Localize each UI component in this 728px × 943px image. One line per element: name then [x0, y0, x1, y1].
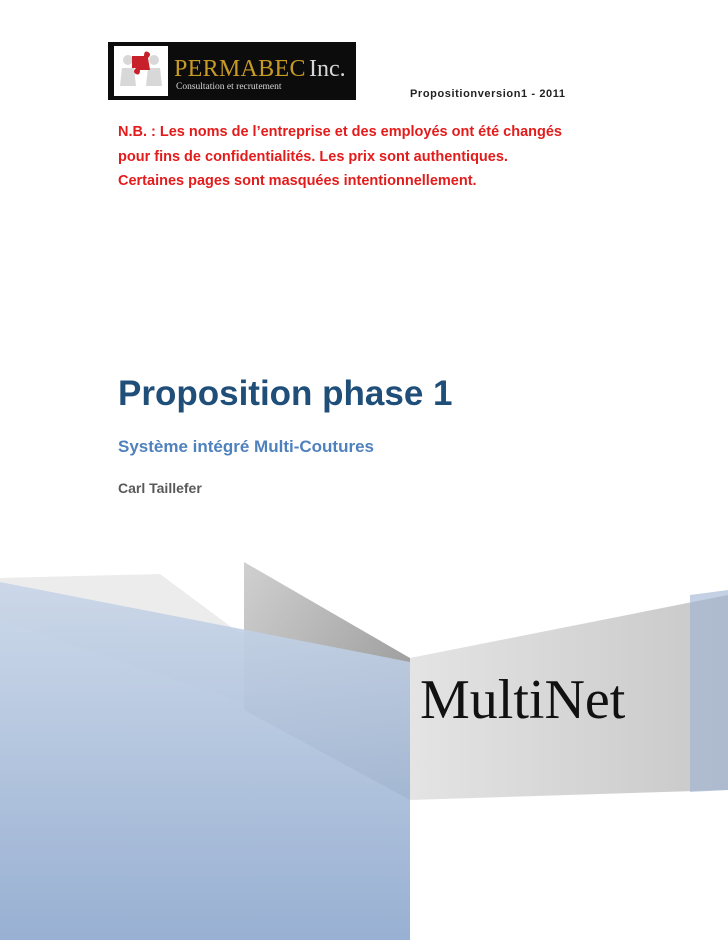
logo-name: PERMABEC	[174, 56, 306, 82]
author-name: Carl Taillefer	[118, 480, 202, 496]
confidentiality-notice: N.B. : Les noms de l’entreprise et des employés ont été changés pour fins de confidentialités. Les prix sont authentiques. Certaines pages sont masquées intentionnellement.	[118, 124, 562, 189]
puzzle-people-icon	[114, 46, 168, 96]
product-name: MultiNet	[420, 669, 626, 731]
cover-graphic	[0, 560, 728, 943]
version-header: Propositionversion1 - 2011	[410, 88, 566, 100]
page-subtitle: Système intégré Multi-Coutures	[118, 437, 374, 456]
company-logo	[108, 42, 356, 100]
logo-tagline: Consultation et recrutement	[176, 82, 282, 92]
page-title: Proposition phase 1	[118, 374, 453, 413]
logo-suffix: Inc.	[309, 56, 346, 82]
cover-shape-strip	[690, 590, 728, 792]
